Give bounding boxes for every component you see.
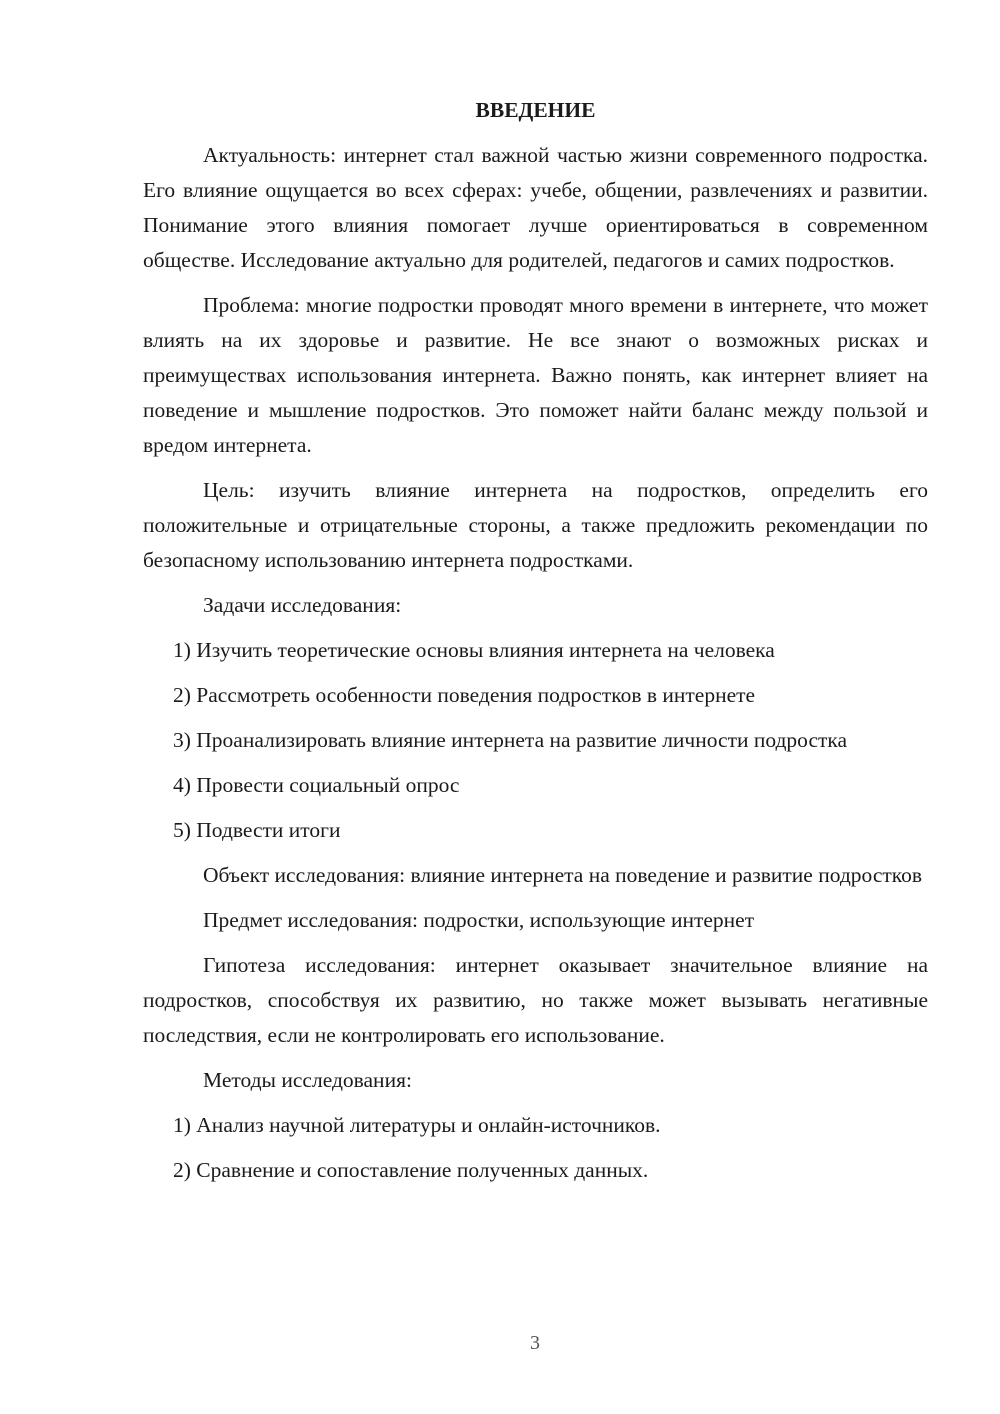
page-content: [143, 93, 928, 1198]
object-paragraph: Объект исследования: влияние интернета на поведение и развитие подростков: [203, 863, 923, 887]
section-title: ВВЕДЕНИЕ: [475, 98, 596, 122]
method-item: 1) Анализ научной литературы и онлайн-источников.: [173, 1113, 661, 1137]
task-item: 5) Подвести итоги: [173, 818, 341, 842]
subject-paragraph: Предмет исследования: подростки, использующие интернет: [203, 908, 755, 932]
task-item: 3) Проанализировать влияние интернета на развитие личности подростка: [173, 728, 848, 752]
tasks-heading: Задачи исследования:: [203, 593, 402, 617]
task-item: 2) Рассмотреть особенности поведения подростков в интернете: [173, 683, 756, 707]
page-number: 3: [530, 1332, 540, 1354]
task-item: 4) Провести социальный опрос: [173, 773, 460, 797]
method-item: 2) Сравнение и сопоставление полученных данных.: [173, 1158, 649, 1182]
relevance-paragraph: Актуальность: интернет стал важной частью жизни современного подростка. Его влияние ощущается во всех сферах: учебе, общении, развлечениях и развитии. Понимание этого влияния помогает лучше ориентироваться в современном обществе. Исследование актуально для родителей, педагогов и самих подростков.: [143, 143, 928, 272]
methods-heading: Методы исследования:: [203, 1068, 412, 1092]
problem-paragraph: Проблема: многие подростки проводят много времени в интернете, что может влиять на их здоровье и развитие. Не все знают о возможных рисках и преимуществах использования интернета. Важно понять, как интернет влияет на поведение и мышление подростков. Это поможет найти баланс между пользой и вредом интернета.: [143, 293, 928, 457]
task-item: 1) Изучить теоретические основы влияния интернета на человека: [173, 638, 775, 662]
hypothesis-paragraph: Гипотеза исследования: интернет оказывает значительное влияние на подростков, способствуя их развитию, но также может вызывать негативные последствия, если не контролировать его использование.: [143, 953, 928, 1047]
goal-paragraph: Цель: изучить влияние интернета на подростков, определить его положительные и отрицательные стороны, а также предложить рекомендации по безопасному использованию интернета подростками.: [143, 478, 928, 572]
